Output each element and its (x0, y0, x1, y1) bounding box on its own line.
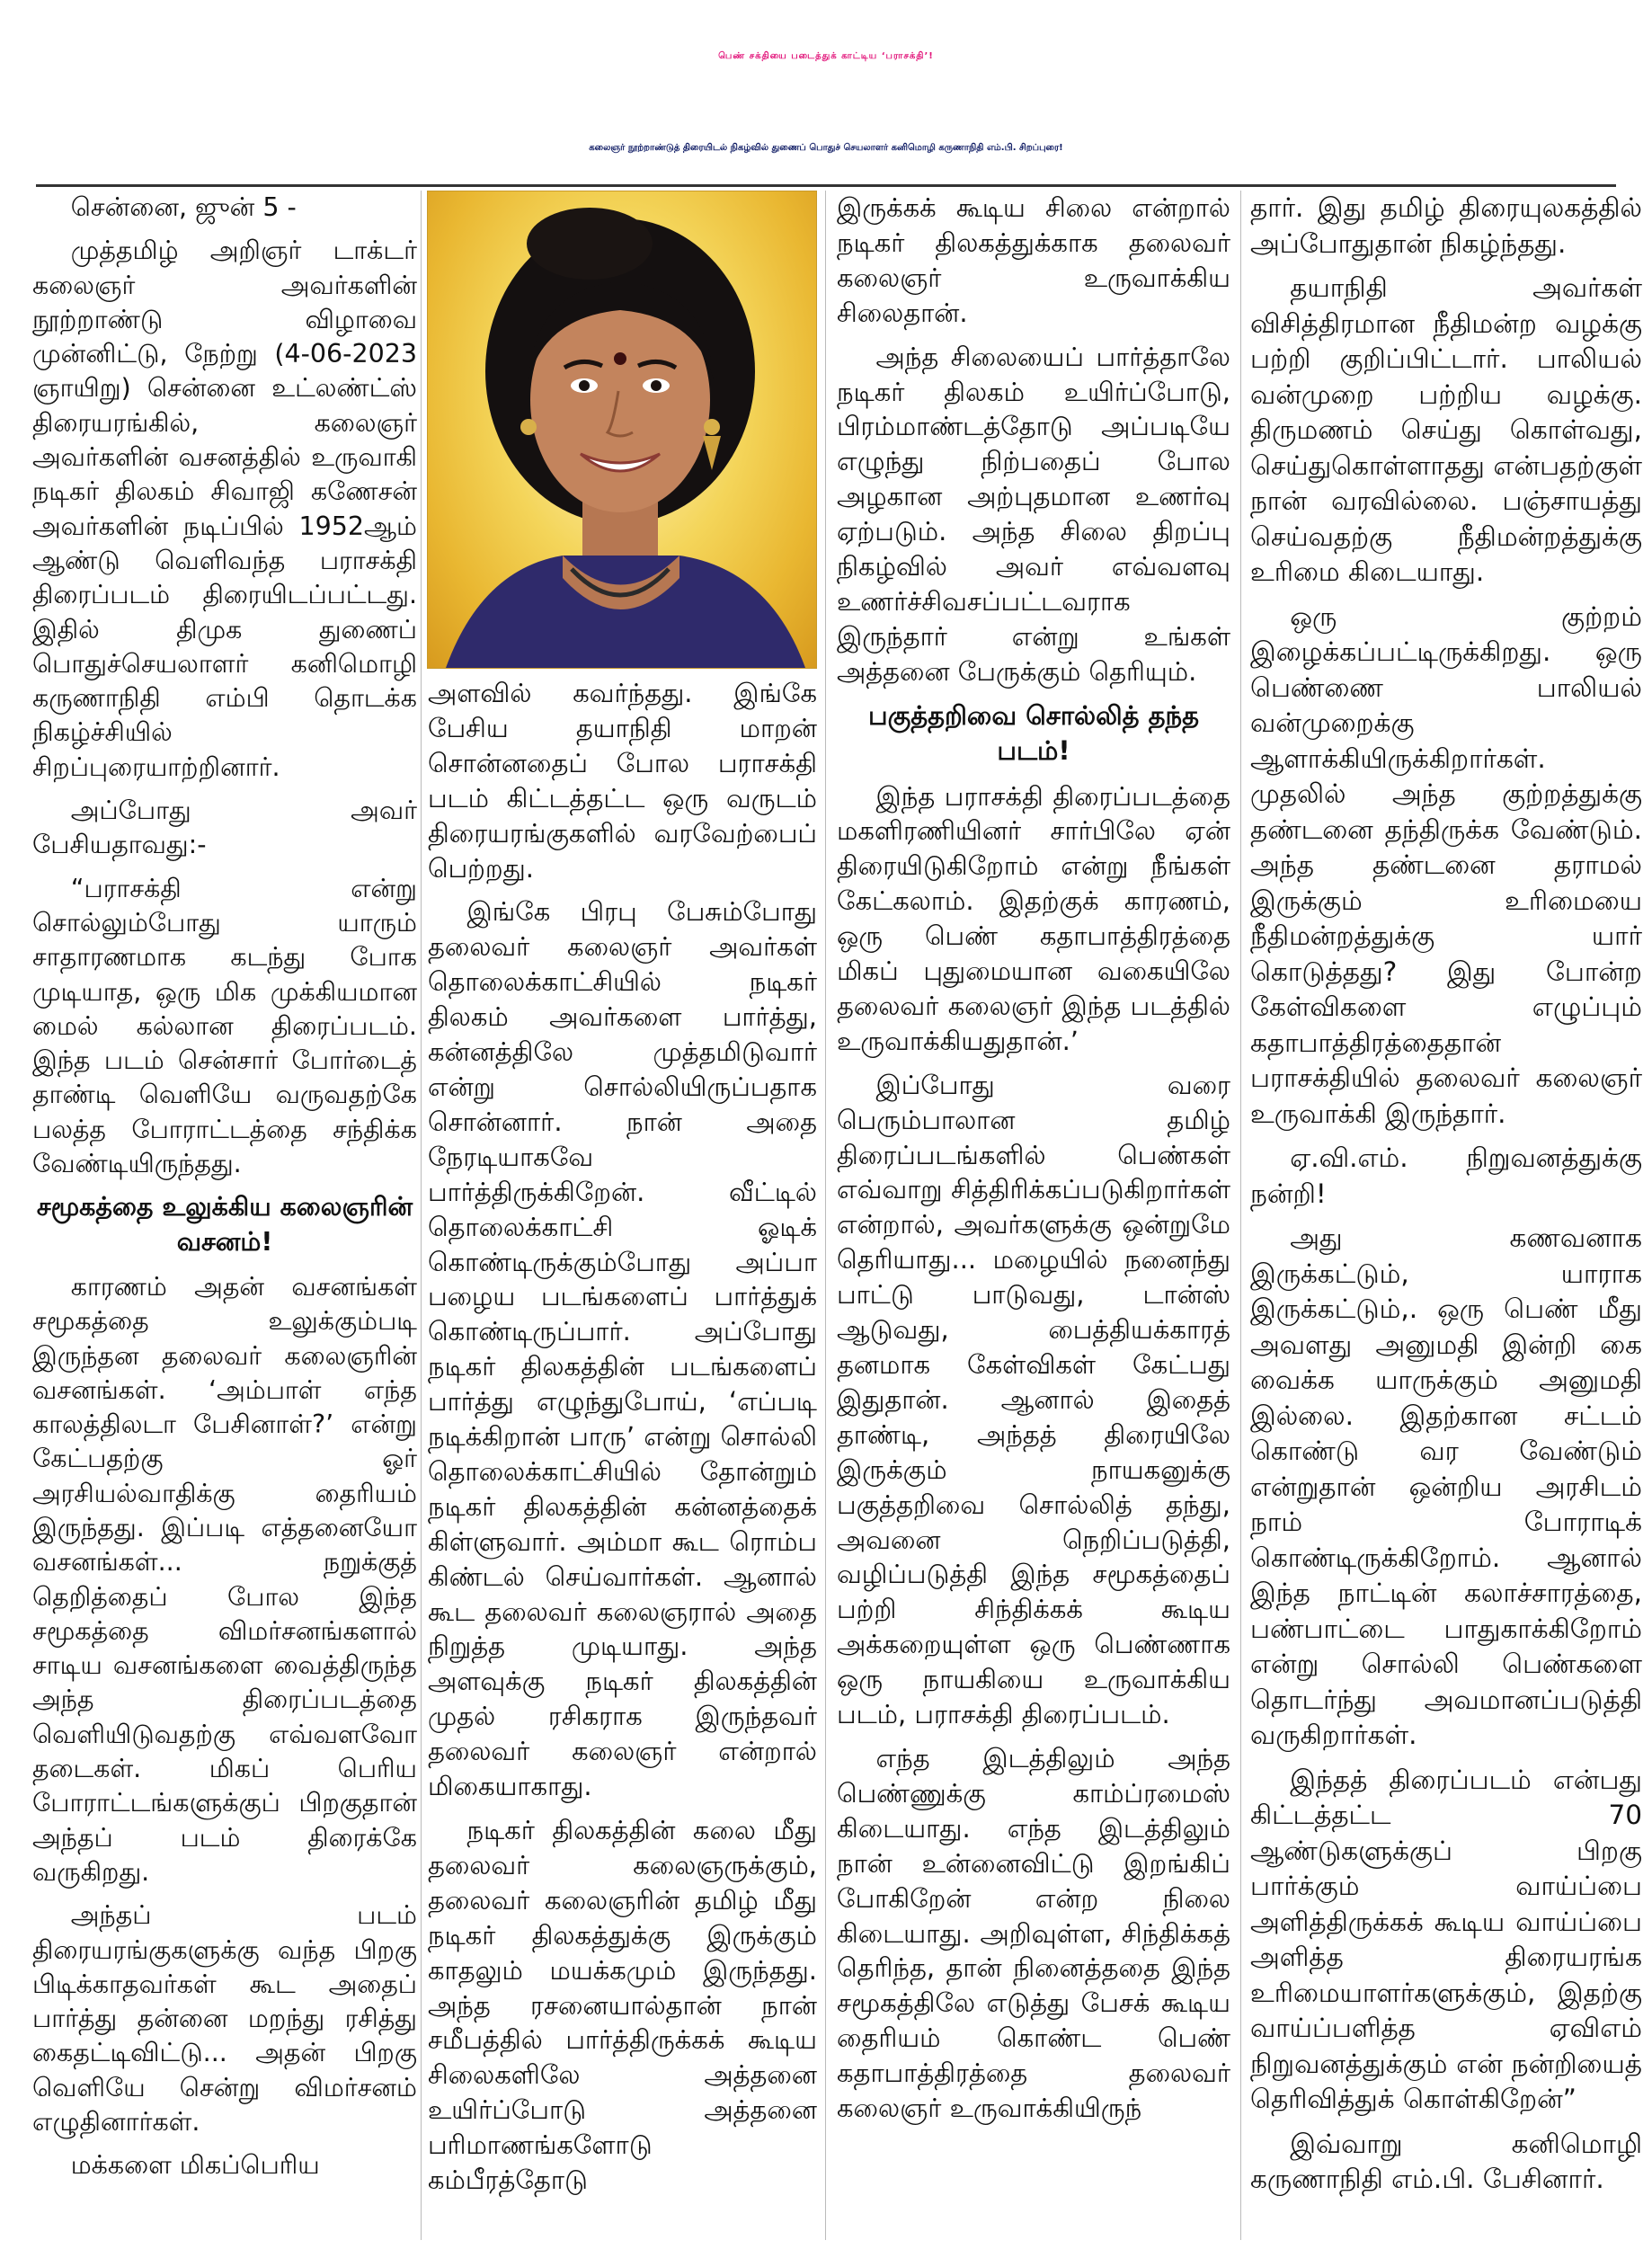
article-paragraph: இந்த பராசக்தி திரைப்படத்தை மகளிரணியினர் சார்பிலே ஏன் திரையிடுகிறோம் என்று நீங்கள் கேட்கலாம். இதற்குக் காரணம், ஒரு பெண் கதாபாத்திரத்தை மிகப் புதுமையான வகையிலே தலைவர் கலைஞர் இந்த படத்தில் உருவாக்கியதுதான்.’ (837, 780, 1230, 1056)
subheadline: கலைஞர் நூற்றாண்டுத் திரையிடல் நிகழ்வில் துணைப் பொதுச் செயலாளர் கனிமொழி கருணாநிதி எம்.பி. சிறப்புரை! (589, 143, 1063, 153)
article-paragraph: “பராசக்தி என்று சொல்லும்போது யாரும் சாதாரணமாக கடந்து போக முடியாத, ஒரு மிக முக்கியமான மைல் கல்லான திரைப்படம். இந்த படம் சென்சார் போர்டைத் தாண்டி வெளியே வருவதற்கே பலத்த போராட்டத்தை சந்திக்க வேண்டியிருந்தது. (32, 873, 417, 1179)
article-paragraph: அது கணவனாக இருக்கட்டும், யாராக இருக்கட்டும்,. ஒரு பெண் மீது அவளது அனுமதி இன்றி கை வைக்க யாருக்கும் அனுமதி இல்லை. இதற்கான சட்டம் கொண்டு வர வேண்டும் என்றுதான் ஒன்றிய அரசிடம் நாம் போராடிக் கொண்டிருக்கிறோம். ஆனால் இந்த நாட்டின் கலாச்சாரத்தை, பண்பாட்டை பாதுகாக்கிறோம் என்று சொல்லி பெண்களை தொடர்ந்து அவமானப்படுத்தி வருகிறார்கள். (1250, 1222, 1642, 1750)
article-paragraph: எந்த இடத்திலும் அந்த பெண்ணுக்கு காம்ப்ரமைஸ் கிடையாது. எந்த இடத்திலும் நான் உன்னைவிட்டு இறங்கிப் போகிறேன் என்ற நிலை கிடையாது. அறிவுள்ள, சிந்திக்கத் தெரிந்த, தான் நினைத்ததை இந்த சமூகத்திலே எடுத்து பேசக் கூடிய தைரியம் கொண்ட பெண் கதாபாத்திரத்தை தலைவர் கலைஞர் உருவாக்கியிருந் (837, 1742, 1230, 2124)
article-paragraph: அப்போது அவர் பேசியதாவது:- (32, 796, 417, 860)
article-paragraph: ஏ.வி.எம். நிறுவனத்துக்கு நன்றி! (1250, 1142, 1642, 1209)
article-column-4 (1245, 191, 1648, 2249)
article-paragraph: அந்த சிலையைப் பார்த்தாலே நடிகர் திலகம் உயிர்ப்போடு, பிரம்மாண்டத்தோடு அப்படியே எழுந்து நிற்பதைப் போல அழகான அற்புதமான உணர்வு ஏற்படும். அந்த சிலை திறப்பு நிகழ்வில் அவர் எவ்வளவு உணர்ச்சிவசப்பட்டவராக இருந்தார் என்று உங்கள் அத்தனை பேருக்கும் தெரியும். (837, 341, 1230, 687)
article-paragraph: முத்தமிழ் அறிஞர் டாக்டர் கலைஞர் அவர்களின் நூற்றாண்டு விழாவை முன்னிட்டு, நேற்று (4-06-2023 ஞாயிறு) சென்னை உட்லண்ட்ஸ் திரையரங்கில், கலைஞர் அவர்களின் வசனத்தில் உருவாகி நடிகர் திலகம் சிவாஜி கணேசன் அவர்களின் நடிப்பில் 1952ஆம் ஆண்டு வெளிவந்த பராசக்தி திரைப்படம் திரையிடப்பட்டது. இதில் திமுக துணைப் பொதுச்செயலாளர் கனிமொழி கருணாநிதி எம்பி தொடக்க நிகழ்ச்சியில் சிறப்புரையாற்றினார். (32, 236, 417, 782)
section-subheading: பகுத்தறிவை சொல்லித் தந்த படம்! (868, 699, 1199, 766)
article-paragraph: தார். இது தமிழ் திரையுலகத்தில் அப்போதுதான் நிகழ்ந்தது. (1250, 192, 1642, 259)
article-paragraph: நடிகர் திலகத்தின் கலை மீது தலைவர் கலைஞருக்கும், தலைவர் கலைஞரின் தமிழ் மீது நடிகர் திலகத்துக்கு இருக்கும் காதலும் மயக்கமும் இருந்தது. அந்த ரசனையால்தான் நான் சமீபத்தில் பார்த்திருக்கக் கூடிய சிலைகளிலே அத்தனை உயிர்ப்போடு அத்தனை பரிமாணங்களோடு கம்பீரத்தோடு (428, 1815, 817, 2196)
article-paragraph: மக்களை மிகப்பெரிய (70, 2150, 320, 2181)
column-divider (825, 191, 826, 2240)
article-paragraph: சென்னை, ஜுன் 5 - (70, 192, 297, 222)
headline-rule (36, 184, 1616, 187)
article-paragraph: ஒரு குற்றம் இழைக்கப்பட்டிருக்கிறது. ஒரு பெண்ணை பாலியல் வன்முறைக்கு ஆளாக்கியிருக்கிறார்கள். முதலில் அந்த குற்றத்துக்கு தண்டனை தந்திருக்க வேண்டும். அந்த தண்டனை தராமல் இருக்கும் உரிமையை நீதிமன்றத்துக்கு யார் கொடுத்தது? இது போன்ற கேள்விகளை எழுப்பும் கதாபாத்திரத்தைதான் பராசக்தியில் தலைவர் கலைஞர் உருவாக்கி இருந்தார். (1250, 600, 1642, 1129)
article-paragraph: இப்போது வரை பெரும்பாலான தமிழ் திரைப்படங்களில் பெண்கள் எவ்வாறு சித்திரிக்கப்படுகிறார்கள் என்றால், அவர்களுக்கு ஒன்றுமே தெரியாது... மழையில் நனைந்து பாட்டு பாடுவது, டான்ஸ் ஆடுவது, பைத்தியக்காரத் தனமாக கேள்விகள் கேட்பது இதுதான். ஆனால் இதைத் தாண்டி, அந்தத் திரையிலே இருக்கும் நாயகனுக்கு பகுத்தறிவை சொல்லித் தந்து, அவனை நெறிப்படுத்தி, வழிப்படுத்தி இந்த சமூகத்தைப் பற்றி சிந்திக்கக் கூடிய அக்கறையுள்ள ஒரு பெண்ணாக ஒரு நாயகியை உருவாக்கிய படம், பராசக்தி திரைப்படம். (837, 1069, 1230, 1730)
article-paragraph: இவ்வாறு கனிமொழி கருணாநிதி எம்.பி. பேசினார். (1250, 2128, 1642, 2194)
article-paragraph: அளவில் கவர்ந்தது. இங்கே பேசிய தயாநிதி மாறன் சொன்னதைப் போல பராசக்தி படம் கிட்டத்தட்ட ஒரு வருடம் திரையரங்குகளில் வரவேற்பைப் பெற்றது. (428, 678, 817, 884)
article-column-1 (27, 191, 422, 2249)
section-subheading: சமூகத்தை உலுக்கிய கலைஞரின் வசனம்! (36, 1192, 413, 1257)
article-paragraph: காரணம் அதன் வசனங்கள் சமூகத்தை உலுக்கும்படி இருந்தன தலைவர் கலைஞரின் வசனங்கள். ‘அம்பாள் எந்த காலத்திலடா பேசினாள்?’ என்று கேட்பதற்கு ஓர் அரசியல்வாதிக்கு தைரியம் இருந்தது. இப்படி எத்தனையோ வசனங்கள்... நறுக்குத் தெறித்தைப் போல இந்த சமூகத்தை விமர்சனங்களால் சாடிய வசனங்களை வைத்திருந்த அந்த திரைப்படத்தை வெளியிடுவதற்கு எவ்வளவோ தடைகள். மிகப் பெரிய போராட்டங்களுக்குப் பிறகுதான் அந்தப் படம் திரைக்கே வருகிறது. (32, 1271, 417, 1887)
column-divider (1240, 191, 1241, 2240)
article-column-3 (831, 191, 1236, 2249)
article-paragraph: இங்கே பிரபு பேசும்போது தலைவர் கலைஞர் அவர்கள் தொலைக்காட்சியில் நடிகர் திலகம் அவர்களை பார்த்து, கன்னத்திலே முத்தமிடுவார் என்று சொல்லியிருப்பதாக சொன்னார். நான் அதை நேரடியாகவே பார்த்திருக்கிறேன். வீட்டில் தொலைக்காட்சி ஓடிக் கொண்டிருக்கும்போது அப்பா பழைய படங்களைப் பார்த்துக் கொண்டிருப்பார். அப்போது நடிகர் திலகத்தின் படங்களைப் பார்த்து எழுந்துபோய், ‘எப்படி நடிக்கிறான் பாரு’ என்று சொல்லி தொலைக்காட்சியில் தோன்றும் நடிகர் திலகத்தின் கன்னத்தைக் கிள்ளுவார். அம்மா கூட ரொம்ப கிண்டல் செய்வார்கள். ஆனால் கூட தலைவர் கலைஞரால் அதை நிறுத்த முடியாது. அந்த அளவுக்கு நடிகர் திலகத்தின் முதல் ரசிகராக இருந்தவர் தலைவர் கலைஞர் என்றால் மிகையாகாது. (428, 896, 817, 1802)
article-paragraph: தயாநிதி அவர்கள் விசித்திரமான நீதிமன்ற வழக்கு பற்றி குறிப்பிட்டார். பாலியல் வன்முறை பற்றிய வழக்கு. திருமணம் செய்து கொள்வது, செய்துகொள்ளாதது என்பதற்குள் நான் வரவில்லை. பஞ்சாயத்து செய்வதற்கு நீதிமன்றத்துக்கு உரிமை கிடையாது. (1250, 272, 1642, 587)
article-column-2 (422, 191, 822, 2249)
headline: பெண் சக்தியை படைத்துக் காட்டிய ‘பராசக்தி’! (718, 50, 934, 61)
article-paragraph: அந்தப் படம் திரையரங்குகளுக்கு வந்த பிறகு பிடிக்காதவர்கள் கூட அதைப் பார்த்து தன்னை மறந்து ரசித்து கைதட்டிவிட்டு... அதன் பிறகு வெளியே சென்று விமர்சனம் எழுதினார்கள். (32, 1900, 417, 2138)
article-paragraph: இருக்கக் கூடிய சிலை என்றால் நடிகர் திலகத்துக்காக தலைவர் கலைஞர் உருவாக்கிய சிலைதான். (837, 192, 1230, 328)
article-paragraph: இந்தத் திரைப்படம் என்பது கிட்டத்தட்ட 70 ஆண்டுகளுக்குப் பிறகு பார்க்கும் வாய்ப்பை அளித்திருக்கக் கூடிய வாய்ப்பை அளித்த திரையரங்க உரிமையாளர்களுக்கும், இதற்கு வாய்ப்பளித்த ஏவிஎம் நிறுவனத்துக்கும் என் நன்றியைத் தெரிவித்துக் கொள்கிறேன்” (1250, 1764, 1642, 2114)
